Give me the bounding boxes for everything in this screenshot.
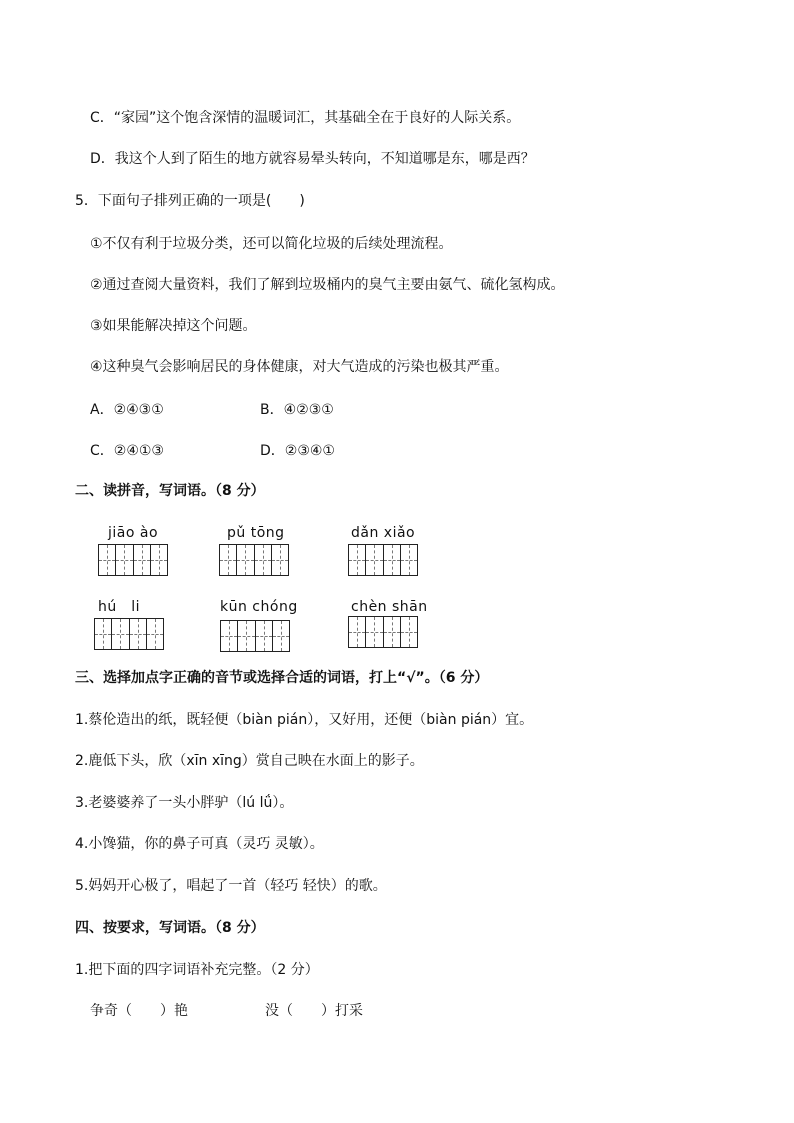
writing-grid[interactable] [220, 620, 290, 652]
pinyin-label: dǎn xiǎo [351, 525, 416, 541]
writing-grid[interactable] [98, 544, 168, 576]
writing-grid[interactable] [219, 544, 289, 576]
section-3-item-5: 5.妈妈开心极了，唱起了一首（轻巧 轻快）的歌。 [75, 878, 387, 894]
section-3-heading: 三、选择加点字正确的音节或选择合适的词语，打上“√”。（6 分） [75, 670, 489, 686]
answer-option-b: B．④②③① [260, 402, 334, 418]
sentence-4: ④这种臭气会影响居民的身体健康，对大气造成的污染也极其严重。 [90, 359, 509, 375]
section-3-item-3: 3.老婆婆养了一头小胖驴（lú lǘ）。 [75, 795, 294, 811]
pinyin-label: pǔ tōng [227, 525, 285, 541]
answer-option-d: D．②③④① [260, 443, 335, 459]
sentence-3: ③如果能解决掉这个问题。 [90, 318, 257, 334]
section-4-heading: 四、按要求，写词语。（8 分） [75, 920, 265, 936]
writing-grid[interactable] [348, 544, 418, 576]
pinyin-label: kūn chóng [220, 599, 298, 615]
section-3-item-1: 1.蔡伦造出的纸，既轻便（biàn pián），又好用，还便（biàn pián）宜。 [75, 712, 534, 728]
section-4-sub-1: 1.把下面的四字词语补充完整。（2 分） [75, 962, 319, 978]
section-3-item-4: 4.小馋猫，你的鼻子可真（灵巧 灵敏）。 [75, 836, 324, 852]
pinyin-label: hú li [98, 599, 141, 615]
sentence-1: ①不仅有利于垃圾分类，还可以简化垃圾的后续处理流程。 [90, 236, 453, 252]
idiom-blank-2: 没（ ）打采 [265, 1003, 363, 1019]
writing-grid[interactable] [348, 616, 418, 648]
section-3-item-2: 2.鹿低下头，欣（xīn xīng）赏自己映在水面上的影子。 [75, 753, 424, 769]
pinyin-label: jiāo ào [108, 525, 159, 541]
answer-option-c: C．②④①③ [90, 443, 164, 459]
answer-option-a: A．②④③① [90, 402, 164, 418]
idiom-blank-1: 争奇（ ）艳 [90, 1003, 188, 1019]
writing-grid[interactable] [94, 618, 164, 650]
pinyin-label: chèn shān [351, 599, 428, 615]
option-c: C．“家园”这个饱含深情的温暖词汇，其基础全在于良好的人际关系。 [90, 110, 521, 126]
sentence-2: ②通过查阅大量资料，我们了解到垃圾桶内的臭气主要由氨气、硫化氢构成。 [90, 277, 565, 293]
option-d: D．我这个人到了陌生的地方就容易晕头转向，不知道哪是东，哪是西？ [90, 151, 535, 167]
section-2-heading: 二、读拼音，写词语。（8 分） [75, 483, 265, 499]
question-5-stem: 5．下面句子排列正确的一项是( ) [75, 193, 305, 209]
